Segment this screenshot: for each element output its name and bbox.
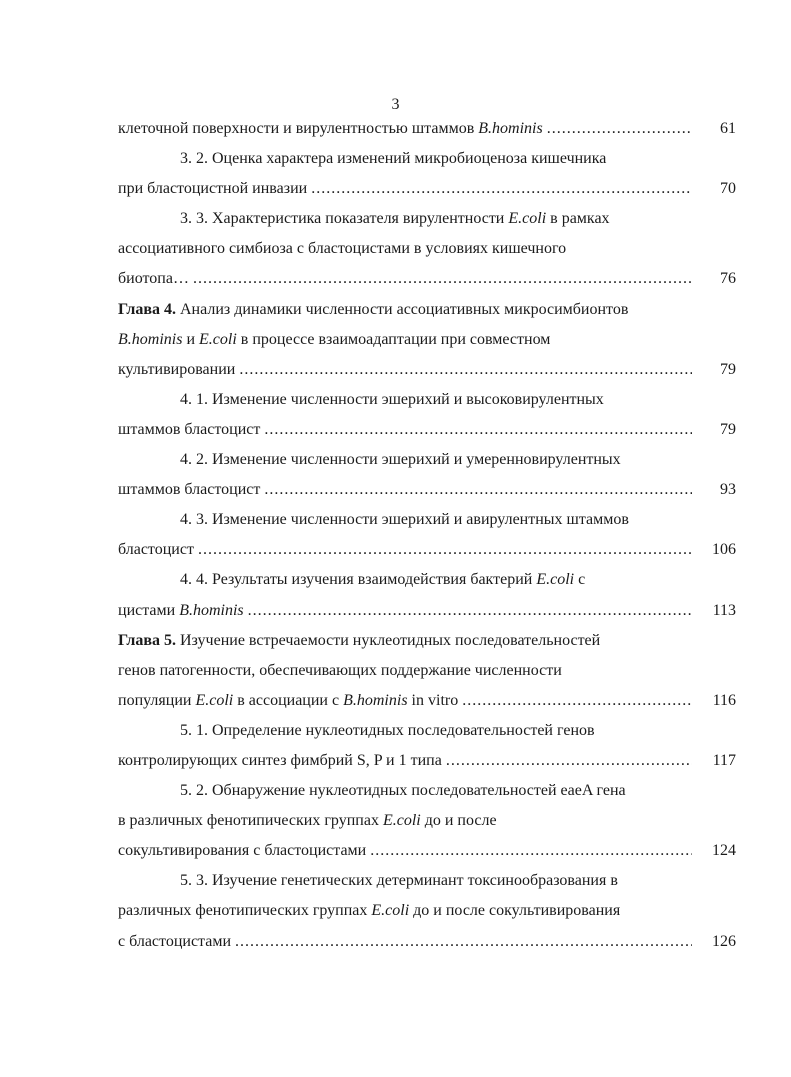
toc-line-text (118, 234, 566, 264)
toc-text: популяции (118, 691, 196, 709)
toc-line (118, 144, 736, 174)
toc-line (118, 445, 736, 475)
chapter-label: Глава 4. (118, 300, 176, 318)
toc-text: при бластоцистной инвазии (118, 180, 308, 198)
toc-text: культивировании (118, 360, 236, 378)
toc-line-text (180, 866, 618, 896)
toc-line-text (118, 596, 244, 626)
chapter-label: Глава 5. (118, 631, 176, 649)
species-name: B.hominis (343, 691, 408, 709)
toc-page-number: 113 (712, 601, 736, 619)
toc-text: и (182, 330, 200, 348)
toc-page-number: 61 (720, 120, 736, 137)
toc-line-text (118, 174, 307, 204)
dot-leader (264, 415, 692, 445)
toc-line-text (180, 385, 604, 415)
toc-line (118, 505, 736, 535)
toc-text: 4. 2. Изменение численности эшерихий и умеренновирулентных (180, 451, 621, 469)
toc-text: 4. 1. Изменение численности эшерихий и высоковирулентных (180, 390, 604, 408)
toc-line (118, 385, 736, 415)
toc-text: в процессе взаимоадаптации при совместном (236, 330, 551, 348)
toc-line-text (180, 716, 595, 746)
toc-line-text (118, 325, 550, 355)
toc-text: до и после (420, 812, 497, 830)
species-name: B.hominis (179, 601, 244, 619)
toc-line (118, 174, 736, 204)
toc-line (118, 896, 736, 926)
toc-text: в рамках (546, 210, 610, 228)
toc-line (118, 114, 736, 144)
toc-page-number: 79 (720, 360, 736, 378)
toc-line (118, 626, 736, 656)
toc-line-text (118, 114, 543, 144)
toc-line-text (180, 505, 629, 535)
toc-page-number: 76 (720, 270, 736, 288)
toc-line (118, 746, 736, 776)
toc-page-number: 126 (712, 932, 736, 950)
table-of-contents (118, 114, 736, 957)
toc-text: с (574, 571, 586, 589)
toc-text: генов патогенности, обеспечивающих поддержание численности (118, 661, 562, 679)
toc-line (118, 806, 736, 836)
dot-leader (264, 475, 692, 505)
toc-line (118, 355, 736, 385)
toc-text: сокультивирования с бластоцистами (118, 842, 367, 860)
species-name: E.coli (371, 902, 410, 920)
species-name: E.coli (382, 812, 421, 830)
toc-line (118, 836, 736, 866)
toc-text: цистами (118, 601, 180, 619)
toc-text: контролирующих синтез фимбрий S, P и 1 типа (118, 751, 442, 769)
toc-line (118, 776, 736, 806)
toc-line (118, 234, 736, 264)
toc-line-text (118, 656, 562, 686)
toc-text: 5. 3. Изучение генетических детерминант токсинообразования в (180, 872, 618, 890)
toc-line-text (118, 295, 628, 325)
dot-leader (370, 836, 692, 866)
toc-text: ассоциативного симбиоза с бластоцистами в условиях кишечного (118, 240, 567, 258)
toc-line-text (118, 686, 458, 716)
toc-page-number: 124 (712, 842, 736, 860)
toc-line-text (118, 746, 442, 776)
toc-line-text (118, 355, 235, 385)
toc-text: штаммов бластоцист (118, 481, 261, 499)
toc-line (118, 565, 736, 595)
dot-leader (193, 264, 692, 294)
toc-text: в ассоциации с (233, 691, 344, 709)
toc-line-text (118, 415, 260, 445)
toc-line-text (118, 896, 620, 926)
toc-line (118, 475, 736, 505)
toc-text: 3. 2. Оценка характера изменений микробиоценоза кишечника (180, 150, 607, 168)
toc-line (118, 325, 736, 355)
page-number: 3 (391, 96, 400, 113)
toc-line (118, 415, 736, 445)
toc-text: до и после сокультивирования (409, 902, 621, 920)
dot-leader (547, 114, 692, 144)
species-name: E.coli (536, 571, 575, 589)
toc-text: Анализ динамики численности ассоциативных микросимбионтов (176, 300, 629, 318)
toc-text: 5. 2. Обнаружение нуклеотидных последовательностей eaeA гена (180, 782, 626, 800)
toc-text: 4. 4. Результаты изучения взаимодействия бактерий (180, 571, 537, 589)
toc-text: бластоцист (118, 541, 194, 559)
toc-line-text (118, 626, 600, 656)
species-name: E.coli (195, 691, 234, 709)
dot-leader (198, 535, 692, 565)
toc-line (118, 866, 736, 896)
toc-line-text (118, 927, 231, 957)
toc-page-number: 106 (712, 541, 736, 559)
toc-text: биотопа… (118, 270, 189, 288)
toc-line (118, 204, 736, 234)
toc-line-text (118, 535, 194, 565)
toc-text: in vitro (407, 691, 459, 709)
dot-leader (239, 355, 692, 385)
dot-leader (235, 927, 692, 957)
toc-text: 5. 1. Определение нуклеотидных последовательностей генов (180, 721, 595, 739)
toc-line (118, 535, 736, 565)
species-name: B.hominis (478, 120, 543, 137)
toc-line-text (118, 475, 260, 505)
toc-text: 3. 3. Характеристика показателя вирулентности (180, 210, 509, 228)
species-name: E.coli (508, 210, 547, 228)
toc-line-text (180, 776, 626, 806)
toc-line (118, 596, 736, 626)
toc-line (118, 264, 736, 294)
toc-line-text (118, 836, 366, 866)
toc-text: Изучение встречаемости нуклеотидных последовательностей (176, 631, 601, 649)
toc-line (118, 716, 736, 746)
toc-page-number: 117 (712, 751, 736, 769)
species-name: E.coli (199, 330, 237, 348)
toc-text: штаммов бластоцист (118, 420, 261, 438)
toc-text: различных фенотипических группах (118, 902, 372, 920)
toc-line (118, 295, 736, 325)
toc-line-text (118, 264, 189, 294)
toc-page-number: 116 (712, 691, 736, 709)
toc-page-number: 70 (720, 180, 736, 198)
toc-text: с бластоцистами (118, 932, 232, 950)
toc-line (118, 656, 736, 686)
toc-text: клеточной поверхности и вирулентностью штаммов (118, 120, 479, 137)
toc-text: 4. 3. Изменение численности эшерихий и авирулентных штаммов (180, 511, 629, 529)
toc-line (118, 686, 736, 716)
toc-page-number: 93 (720, 481, 736, 499)
species-name: B.hominis (118, 330, 183, 348)
dot-leader (248, 596, 692, 626)
toc-line-text (180, 144, 606, 174)
dot-leader (462, 686, 692, 716)
toc-line-text (180, 565, 585, 595)
toc-line-text (118, 806, 497, 836)
toc-text: в различных фенотипических группах (118, 812, 383, 830)
toc-page-number: 79 (720, 420, 736, 438)
toc-line-text (180, 445, 621, 475)
dot-leader (446, 746, 692, 776)
toc-line-text (180, 204, 610, 234)
dot-leader (311, 174, 692, 204)
toc-line (118, 927, 736, 957)
